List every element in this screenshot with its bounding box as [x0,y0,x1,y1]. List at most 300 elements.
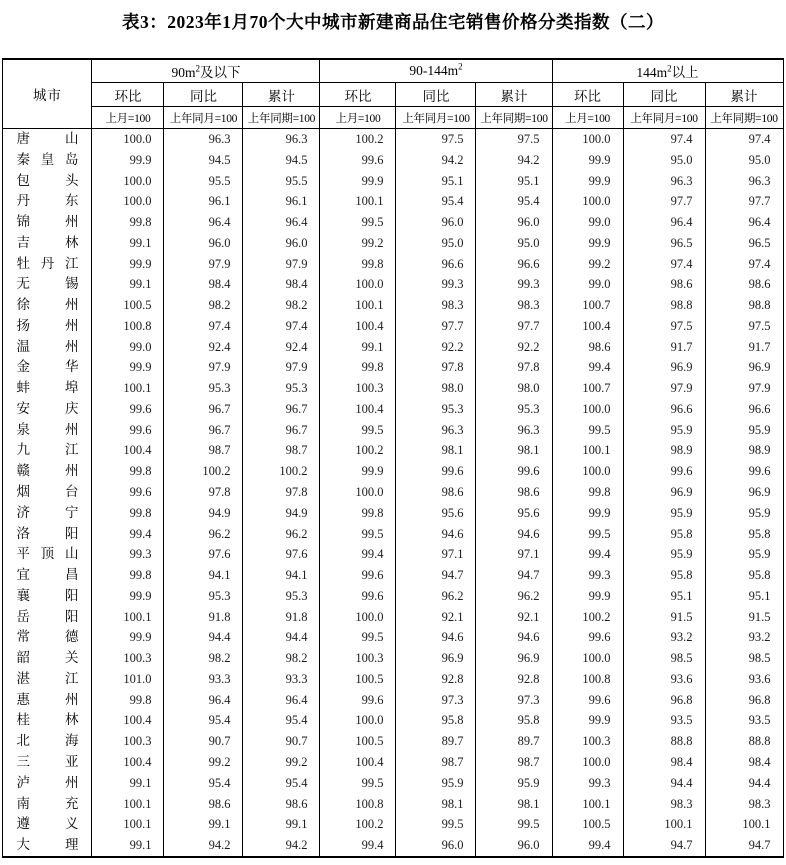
table-row [3,461,783,482]
index-value-cell: 100.0 [320,607,396,628]
index-value-cell: 94.9 [164,503,243,524]
table-row [3,607,783,628]
table-header [3,59,783,129]
index-value-cell: 95.0 [476,233,552,254]
index-value-cell: 96.9 [705,357,783,378]
index-value-cell: 96.5 [623,233,705,254]
index-value-cell: 99.9 [552,150,623,171]
index-value-cell: 100.4 [92,440,164,461]
index-value-cell: 100.0 [320,482,396,503]
table-row [3,233,783,254]
index-value-cell: 94.2 [243,835,320,857]
index-value-cell: 100.4 [552,316,623,337]
city-name-cell: 北海 [3,731,92,752]
col-group-90-and-below [92,59,320,83]
col-base-same-period-last-year: 上年同期=100 [476,107,552,129]
city-name-cell: 平顶山 [3,544,92,565]
index-value-cell: 89.7 [396,731,476,752]
index-value-cell: 95.9 [705,503,783,524]
index-value-cell: 96.3 [164,129,243,150]
index-value-cell: 96.0 [164,233,243,254]
index-value-cell: 97.8 [164,482,243,503]
index-value-cell: 97.9 [164,357,243,378]
index-value-cell: 92.2 [396,337,476,358]
index-value-cell: 95.9 [476,773,552,794]
index-value-cell: 99.8 [92,565,164,586]
index-value-cell: 96.4 [243,212,320,233]
index-value-cell: 101.0 [92,669,164,690]
city-name-cell: 蚌埠 [3,378,92,399]
index-value-cell: 97.5 [705,316,783,337]
index-value-cell: 97.3 [476,690,552,711]
col-base-same-month-last-year: 上年同月=100 [164,107,243,129]
index-value-cell: 99.3 [552,773,623,794]
group-label-sup: 2 [667,63,672,74]
index-value-cell: 95.0 [705,150,783,171]
index-value-cell: 95.9 [623,544,705,565]
index-value-cell: 94.2 [396,150,476,171]
index-value-cell: 99.6 [396,461,476,482]
index-value-cell: 100.0 [552,191,623,212]
city-name-cell: 南充 [3,794,92,815]
index-value-cell: 99.4 [552,835,623,857]
table-row [3,129,783,150]
table-row [3,191,783,212]
index-value-cell: 99.3 [552,565,623,586]
index-value-cell: 100.5 [92,295,164,316]
index-value-cell: 97.3 [396,690,476,711]
index-value-cell: 100.4 [92,752,164,773]
index-value-cell: 97.7 [623,191,705,212]
index-value-cell: 98.7 [164,440,243,461]
index-value-cell: 95.9 [623,420,705,441]
index-value-cell: 99.5 [320,212,396,233]
index-value-cell: 94.4 [164,627,243,648]
index-value-cell: 99.5 [320,524,396,545]
index-value-cell: 95.8 [623,565,705,586]
col-base-same-period-last-year: 上年同期=100 [243,107,320,129]
col-group-144-above [552,59,783,83]
index-value-cell: 97.9 [243,254,320,275]
index-value-cell: 94.1 [243,565,320,586]
index-value-cell: 100.1 [92,378,164,399]
col-header-cum: 累计 [243,83,320,107]
table-row [3,544,783,565]
index-value-cell: 99.4 [320,835,396,857]
col-header-yoy: 同比 [164,83,243,107]
table-row [3,150,783,171]
index-value-cell: 99.9 [552,586,623,607]
header-row-groups [3,59,783,83]
index-value-cell: 96.4 [705,212,783,233]
index-value-cell: 95.4 [396,191,476,212]
index-value-cell: 94.4 [243,627,320,648]
index-value-cell: 99.0 [92,337,164,358]
index-value-cell: 95.4 [476,191,552,212]
index-value-cell: 98.0 [396,378,476,399]
index-value-cell: 99.9 [320,461,396,482]
city-name-cell: 锦州 [3,212,92,233]
index-value-cell: 96.5 [705,233,783,254]
index-value-cell: 97.4 [623,129,705,150]
index-value-cell: 93.3 [164,669,243,690]
city-name-cell: 襄阳 [3,586,92,607]
table-row [3,690,783,711]
index-value-cell: 98.2 [243,295,320,316]
index-value-cell: 93.6 [705,669,783,690]
index-value-cell: 99.3 [92,544,164,565]
index-value-cell: 97.5 [623,316,705,337]
index-value-cell: 99.4 [92,524,164,545]
index-value-cell: 96.6 [705,399,783,420]
group-label-text: 90-144m [409,63,459,78]
col-header-yoy: 同比 [623,83,705,107]
index-value-cell: 96.6 [623,399,705,420]
index-value-cell: 99.6 [92,420,164,441]
col-base-prev-month: 上月=100 [92,107,164,129]
index-value-cell: 91.5 [623,607,705,628]
index-value-cell: 91.8 [243,607,320,628]
index-value-cell: 96.8 [705,690,783,711]
table-row [3,731,783,752]
col-header-yoy: 同比 [396,83,476,107]
index-value-cell: 96.7 [243,420,320,441]
table-row [3,337,783,358]
city-name-cell: 烟台 [3,482,92,503]
index-value-cell: 96.0 [476,835,552,857]
index-value-cell: 92.4 [243,337,320,358]
index-value-cell: 95.8 [476,710,552,731]
index-value-cell: 96.9 [705,482,783,503]
table-row [3,794,783,815]
index-value-cell: 97.8 [396,357,476,378]
index-value-cell: 97.6 [164,544,243,565]
table-row [3,420,783,441]
table-row [3,524,783,545]
city-name-cell: 常德 [3,627,92,648]
index-value-cell: 97.9 [623,378,705,399]
index-value-cell: 98.9 [623,440,705,461]
index-value-cell: 99.9 [92,586,164,607]
index-value-cell: 95.1 [623,586,705,607]
col-group-90-144 [320,59,552,83]
index-value-cell: 100.7 [552,295,623,316]
index-value-cell: 99.9 [552,503,623,524]
col-header-mom: 环比 [552,83,623,107]
index-value-cell: 100.1 [623,814,705,835]
city-name-cell: 韶关 [3,648,92,669]
index-value-cell: 94.4 [705,773,783,794]
group-label-text: 以上 [671,65,699,80]
index-value-cell: 94.6 [396,524,476,545]
table-row [3,171,783,192]
index-value-cell: 95.0 [396,233,476,254]
index-value-cell: 90.7 [243,731,320,752]
table-row [3,440,783,461]
index-value-cell: 92.1 [396,607,476,628]
index-value-cell: 99.6 [552,690,623,711]
index-value-cell: 100.1 [320,295,396,316]
index-value-cell: 99.6 [623,461,705,482]
index-value-cell: 99.2 [552,254,623,275]
index-value-cell: 96.7 [164,399,243,420]
index-value-cell: 98.7 [243,440,320,461]
index-value-cell: 95.3 [243,378,320,399]
index-value-cell: 95.9 [705,420,783,441]
col-header-cum: 累计 [705,83,783,107]
index-value-cell: 99.5 [396,814,476,835]
index-value-cell: 99.5 [320,627,396,648]
index-value-cell: 96.3 [623,171,705,192]
index-value-cell: 91.7 [705,337,783,358]
index-value-cell: 91.8 [164,607,243,628]
index-value-cell: 96.3 [476,420,552,441]
index-value-cell: 99.6 [92,399,164,420]
city-name-cell: 包头 [3,171,92,192]
index-value-cell: 99.1 [92,233,164,254]
index-value-cell: 100.5 [552,814,623,835]
index-value-cell: 99.1 [164,814,243,835]
index-value-cell: 100.3 [320,378,396,399]
col-base-prev-month: 上月=100 [552,107,623,129]
index-value-cell: 100.1 [552,794,623,815]
index-value-cell: 100.4 [320,752,396,773]
table-title: 表3：2023年1月70个大中城市新建商品住宅销售价格分类指数（二） [122,12,664,32]
index-value-cell: 97.6 [243,544,320,565]
index-value-cell: 98.5 [705,648,783,669]
index-value-cell: 99.5 [320,420,396,441]
index-value-cell: 96.2 [476,586,552,607]
index-value-cell: 99.9 [552,171,623,192]
table-row [3,212,783,233]
col-base-same-month-last-year: 上年同月=100 [396,107,476,129]
index-value-cell: 98.8 [623,295,705,316]
index-value-cell: 100.2 [164,461,243,482]
index-value-cell: 96.0 [243,233,320,254]
index-value-cell: 95.3 [164,378,243,399]
index-value-cell: 98.4 [243,274,320,295]
index-value-cell: 99.1 [92,274,164,295]
index-value-cell: 100.0 [552,752,623,773]
index-value-cell: 99.4 [320,544,396,565]
index-value-cell: 88.8 [623,731,705,752]
index-value-cell: 97.7 [705,191,783,212]
index-value-cell: 98.5 [623,648,705,669]
index-value-cell: 99.6 [476,461,552,482]
index-value-cell: 99.2 [320,233,396,254]
index-value-cell: 94.7 [705,835,783,857]
index-value-cell: 96.3 [243,129,320,150]
index-value-cell: 95.0 [623,150,705,171]
index-value-cell: 100.2 [552,607,623,628]
index-value-cell: 96.4 [164,690,243,711]
index-value-cell: 99.9 [552,233,623,254]
city-name-cell: 湛江 [3,669,92,690]
index-value-cell: 95.4 [243,773,320,794]
index-value-cell: 90.7 [164,731,243,752]
index-value-cell: 99.1 [320,337,396,358]
index-value-cell: 99.2 [243,752,320,773]
index-value-cell: 94.2 [476,150,552,171]
city-name-cell: 金华 [3,357,92,378]
index-value-cell: 95.6 [396,503,476,524]
index-value-cell: 95.4 [243,710,320,731]
table-row [3,357,783,378]
index-value-cell: 96.0 [396,835,476,857]
index-value-cell: 96.7 [164,420,243,441]
index-value-cell: 100.1 [705,814,783,835]
index-value-cell: 96.4 [164,212,243,233]
index-value-cell: 94.1 [164,565,243,586]
index-value-cell: 100.0 [320,710,396,731]
index-value-cell: 100.0 [320,274,396,295]
index-value-cell: 96.1 [243,191,320,212]
index-value-cell: 99.9 [92,254,164,275]
index-value-cell: 95.9 [623,503,705,524]
index-value-cell: 96.9 [476,648,552,669]
index-value-cell: 100.5 [320,669,396,690]
index-value-cell: 100.2 [243,461,320,482]
table-row [3,399,783,420]
city-name-cell: 安庆 [3,399,92,420]
index-value-cell: 100.4 [320,316,396,337]
city-name-cell: 宜昌 [3,565,92,586]
index-value-cell: 96.9 [623,357,705,378]
table-row [3,378,783,399]
index-value-cell: 92.8 [396,669,476,690]
index-value-cell: 100.4 [320,399,396,420]
index-value-cell: 94.7 [623,835,705,857]
col-base-same-period-last-year: 上年同期=100 [705,107,783,129]
city-name-cell: 济宁 [3,503,92,524]
index-value-cell: 98.6 [164,794,243,815]
index-value-cell: 95.1 [476,171,552,192]
index-value-cell: 97.4 [243,316,320,337]
table-row [3,752,783,773]
index-value-cell: 99.8 [92,503,164,524]
index-value-cell: 100.1 [92,607,164,628]
col-header-mom: 环比 [320,83,396,107]
city-name-cell: 徐州 [3,295,92,316]
index-value-cell: 99.6 [92,482,164,503]
index-value-cell: 94.5 [243,150,320,171]
index-value-cell: 97.4 [164,316,243,337]
index-value-cell: 98.7 [396,752,476,773]
city-name-cell: 惠州 [3,690,92,711]
index-value-cell: 95.8 [705,524,783,545]
index-value-cell: 96.2 [243,524,320,545]
index-value-cell: 95.3 [164,586,243,607]
index-value-cell: 96.4 [243,690,320,711]
index-value-cell: 99.8 [92,212,164,233]
table-row [3,586,783,607]
index-value-cell: 93.5 [623,710,705,731]
index-value-cell: 100.8 [92,316,164,337]
index-value-cell: 95.3 [396,399,476,420]
index-value-cell: 98.2 [164,295,243,316]
index-value-cell: 96.0 [476,212,552,233]
header-row-metrics [3,83,783,107]
index-value-cell: 100.0 [92,191,164,212]
index-value-cell: 91.5 [705,607,783,628]
table-row [3,627,783,648]
index-value-cell: 99.9 [92,357,164,378]
index-value-cell: 100.8 [320,794,396,815]
city-name-cell: 遵义 [3,814,92,835]
index-value-cell: 99.5 [320,773,396,794]
index-value-cell: 92.2 [476,337,552,358]
index-value-cell: 94.6 [476,524,552,545]
index-value-cell: 99.9 [320,171,396,192]
index-value-cell: 99.8 [552,482,623,503]
index-value-cell: 99.1 [92,835,164,857]
index-value-cell: 97.4 [623,254,705,275]
index-value-cell: 94.6 [476,627,552,648]
city-name-cell: 唐山 [3,129,92,150]
index-value-cell: 99.3 [476,274,552,295]
group-label-text: 90m [171,65,196,80]
index-value-cell: 96.6 [476,254,552,275]
index-value-cell: 95.4 [164,710,243,731]
index-value-cell: 98.7 [476,752,552,773]
index-value-cell: 98.9 [705,440,783,461]
index-value-cell: 100.2 [320,440,396,461]
index-value-cell: 98.0 [476,378,552,399]
table-row [3,503,783,524]
index-value-cell: 92.1 [476,607,552,628]
index-value-cell: 98.6 [552,337,623,358]
index-value-cell: 94.2 [164,835,243,857]
index-value-cell: 100.0 [552,648,623,669]
index-value-cell: 94.9 [243,503,320,524]
index-value-cell: 95.3 [243,586,320,607]
index-value-cell: 97.1 [396,544,476,565]
index-value-cell: 95.9 [705,544,783,565]
index-value-cell: 94.6 [396,627,476,648]
index-value-cell: 95.5 [164,171,243,192]
group-label-text: 及以下 [199,65,241,80]
index-value-cell: 97.8 [476,357,552,378]
index-value-cell: 98.3 [705,794,783,815]
index-value-cell: 94.7 [476,565,552,586]
city-name-cell: 大理 [3,835,92,857]
index-value-cell: 97.5 [476,129,552,150]
index-value-cell: 99.9 [92,627,164,648]
index-value-cell: 98.1 [476,440,552,461]
col-header-cum: 累计 [476,83,552,107]
index-value-cell: 100.1 [92,814,164,835]
index-value-cell: 99.6 [320,690,396,711]
index-value-cell: 98.8 [705,295,783,316]
index-value-cell: 96.3 [705,171,783,192]
index-value-cell: 93.2 [623,627,705,648]
index-value-cell: 100.2 [320,129,396,150]
index-value-cell: 100.3 [552,731,623,752]
index-value-cell: 99.8 [92,461,164,482]
index-value-cell: 98.4 [623,752,705,773]
col-header-mom: 环比 [92,83,164,107]
index-value-cell: 92.8 [476,669,552,690]
index-value-cell: 99.6 [705,461,783,482]
index-value-cell: 98.2 [243,648,320,669]
index-value-cell: 96.2 [396,586,476,607]
index-value-cell: 97.9 [705,378,783,399]
index-value-cell: 99.0 [552,212,623,233]
index-value-cell: 95.8 [396,710,476,731]
city-name-cell: 扬州 [3,316,92,337]
col-base-prev-month: 上月=100 [320,107,396,129]
index-value-cell: 99.5 [552,420,623,441]
